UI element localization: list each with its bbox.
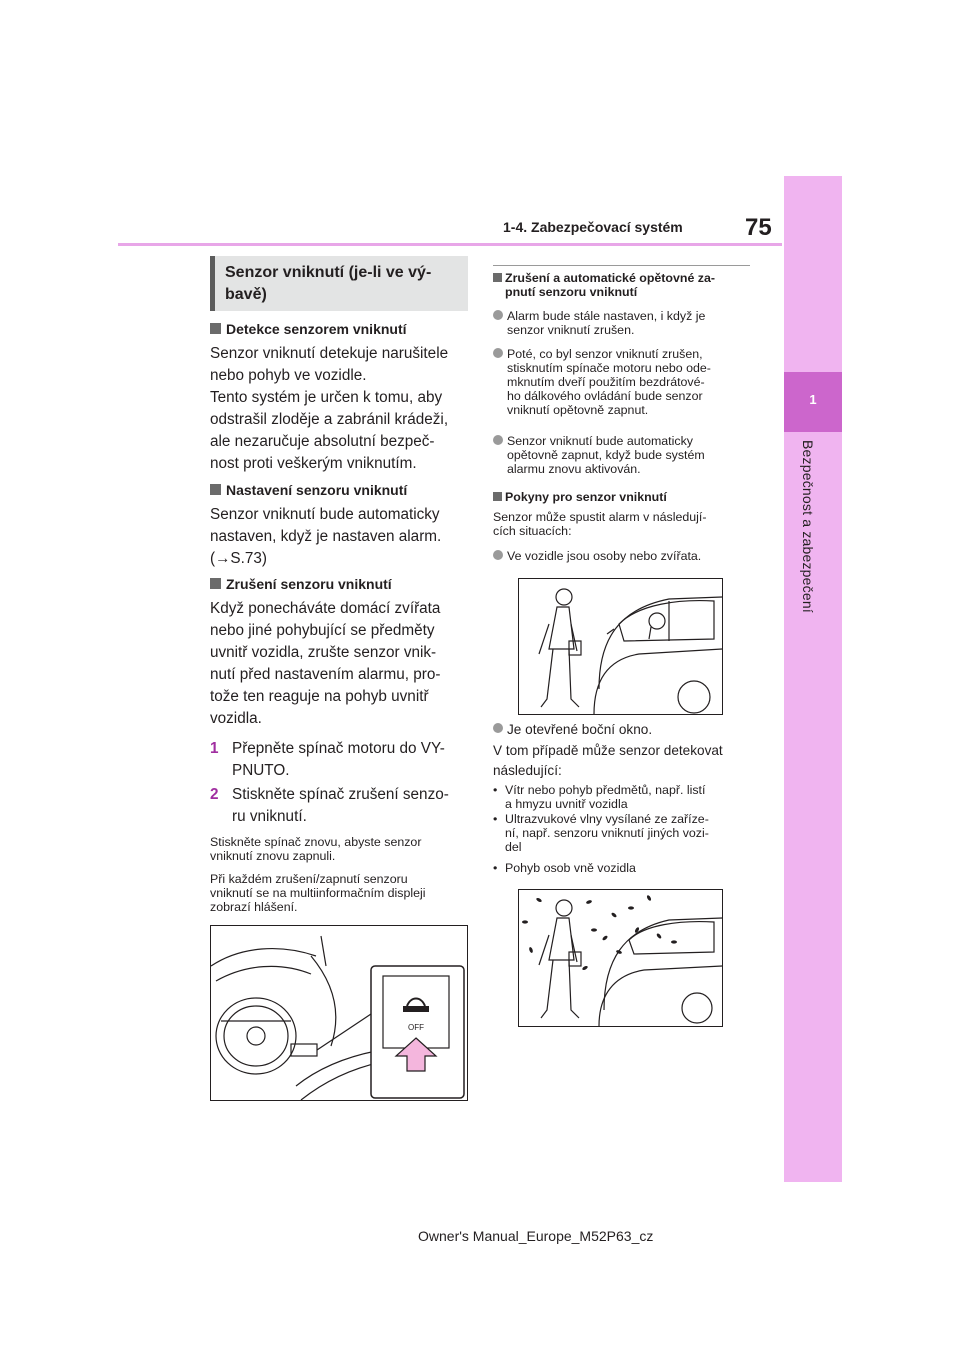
list-bullet: • (493, 783, 498, 797)
list-item-ultrasonic (493, 812, 765, 854)
bullet-dot-icon (493, 723, 503, 733)
text-line: Ultrazvukové vlny vysílané ze zaříze- (505, 812, 709, 826)
text-line: odstrašil zloděje a zabránil krádeži, (210, 411, 449, 428)
section-heading-line1: Senzor vniknutí (je-li ve vý- (225, 264, 432, 281)
paragraph-cancel (210, 598, 468, 730)
switch-label: OFF (408, 1023, 424, 1032)
figure-dashboard-switch (210, 925, 468, 1101)
text-line: Stiskněte spínač znovu, abyste senzor (210, 835, 422, 849)
text-line: Stiskněte spínač zrušení senzo- (232, 786, 449, 803)
text-line: nost proti veškerým vniknutím. (210, 455, 417, 472)
text-line: pnutí senzoru vniknutí (505, 285, 638, 299)
section-title: 1-4. Zabezpečovací systém (503, 219, 683, 235)
list-bullet: • (493, 861, 498, 875)
text-line: Pohyb osob vně vozidla (505, 861, 636, 875)
section-heading (225, 262, 463, 306)
text-line: vniknutí opětovně zapnut. (507, 403, 649, 417)
figure-leaves-car (518, 889, 723, 1027)
heading-text: Pokyny pro senzor vniknutí (505, 490, 667, 504)
leaves-wind-illustration (519, 890, 722, 1026)
text-line: stisknutím spínače motoru nebo ode- (507, 361, 711, 375)
note-reactivate (210, 835, 468, 863)
chapter-number: 1 (809, 392, 817, 407)
text-line: alarmu znovu aktivován. (507, 462, 641, 476)
heading-cancel-text: Zrušení senzoru vniknutí (226, 576, 392, 592)
text-line: Senzor vniknutí bude automaticky (507, 434, 693, 448)
text-line: tože ten reaguje na pohyb uvnitř (210, 688, 429, 705)
square-bullet-icon (493, 492, 502, 501)
text-line (493, 271, 753, 285)
heading-text: Zrušení a automatické opětovné za- (505, 271, 716, 285)
heading-auto-reenable (493, 271, 753, 299)
step-number: 1 (210, 740, 219, 757)
text-line: vniknutí znovu zapnuli. (210, 849, 336, 863)
text-line: Senzor vniknutí bude automaticky (210, 506, 440, 523)
heading-detection-text: Detekce senzorem vniknutí (226, 321, 407, 337)
text-line: senzor vniknutí zrušen. (507, 323, 635, 337)
text-line: vniknutí se na multiinformačním displeji (210, 886, 426, 900)
text-line: mknutím dveří použitím bezdrátové- (507, 375, 705, 389)
text-line: uvnitř vozidla, zrušte senzor vnik- (210, 644, 437, 661)
text-line: Alarm bude stále nastaven, i když je (507, 309, 706, 323)
square-bullet-icon (210, 578, 221, 589)
chapter-label: Bezpečnost a zabezpečení (800, 440, 816, 613)
text-line: ní, např. senzoru vniknutí jiných vozi- (505, 826, 709, 840)
text-line: nutí před nastavením alarmu, pro- (210, 666, 441, 683)
paragraph-situations (493, 510, 753, 538)
text-line: PNUTO. (232, 762, 290, 779)
bullet-side-window (493, 722, 767, 738)
bullet-alarm-still-set (493, 309, 767, 337)
bullet-persons-animals (493, 549, 767, 563)
text-line: a hmyzu uvnitř vozidla (505, 797, 628, 811)
text-line: ru vniknutí. (232, 808, 307, 825)
page-number: 75 (745, 214, 772, 241)
heading-detection (210, 320, 468, 338)
text-line: nebo pohyb ve vozidle. (210, 367, 367, 384)
step-number: 2 (210, 786, 219, 803)
text-line: vozidla. (210, 710, 262, 727)
text-line: Senzor může spustit alarm v následují- (493, 510, 707, 524)
section-title-box (210, 256, 468, 311)
text-line: následující: (493, 763, 562, 778)
text-line: cích situacích: (493, 524, 572, 538)
list-bullet: • (493, 812, 498, 826)
chapter-side-tab (784, 176, 842, 1182)
text-line: nastaven, když je nastaven alarm. (210, 528, 442, 545)
text-line: nebo jiné pohybující se předměty (210, 622, 435, 639)
paragraph-setting (210, 504, 468, 570)
section-heading-line2: bavě) (225, 286, 267, 303)
text-line: Přepněte spínač motoru do VY- (232, 740, 445, 757)
column-rule (493, 265, 750, 266)
heading-setting-text: Nastavení senzoru vniknutí (226, 482, 408, 498)
header-rule (118, 243, 782, 246)
text-line: Je otevřené boční okno. (507, 722, 653, 737)
square-bullet-icon (210, 484, 221, 495)
heading-precautions (493, 490, 753, 504)
text-line: Při každém zrušení/zapnutí senzoru (210, 872, 408, 886)
text-line: ho dálkového ovládání bude senzor (507, 389, 703, 403)
paragraph-purpose (210, 387, 468, 475)
bullet-dot-icon (493, 435, 503, 445)
text-line: del (505, 840, 522, 854)
list-item-wind (493, 783, 765, 811)
text-line: Vítr nebo pohyb předmětů, např. listí (505, 783, 706, 797)
page-reference-link[interactable]: (→S.73) (210, 550, 267, 567)
footer-manual-id: Owner's Manual_Europe_M52P63_cz (418, 1228, 654, 1244)
text-line: Senzor vniknutí detekuje narušitele (210, 345, 449, 362)
square-bullet-icon (210, 323, 221, 334)
text-line: ale nezaručuje absolutní bezpeč- (210, 433, 435, 450)
list-item-people-outside (493, 861, 765, 875)
heading-cancel (210, 575, 468, 593)
note-message (210, 872, 468, 914)
text-line: opětovně zapnut, když bude systém (507, 448, 705, 462)
paragraph-detectable (493, 741, 753, 781)
square-bullet-icon (493, 273, 502, 282)
step-1 (210, 738, 468, 782)
text-line: Tento systém je určen k tomu, aby (210, 389, 443, 406)
bullet-reenable-switch (493, 347, 767, 417)
text-line: Poté, co byl senzor vniknutí zrušen, (507, 347, 703, 361)
person-dog-illustration (519, 579, 722, 714)
bullet-reenable-alarm (493, 434, 767, 476)
step-2 (210, 784, 468, 828)
bullet-dot-icon (493, 550, 503, 560)
bullet-dot-icon (493, 310, 503, 320)
text-line: Když ponecháváte domácí zvířata (210, 600, 441, 617)
text-line: zobrazí hlášení. (210, 900, 298, 914)
figure-person-dog-car (518, 578, 723, 715)
dashboard-illustration (211, 926, 467, 1100)
heading-setting (210, 481, 468, 499)
text-line: Ve vozidle jsou osoby nebo zvířata. (507, 549, 702, 563)
text-line: V tom případě může senzor detekovat (493, 743, 723, 758)
bullet-dot-icon (493, 348, 503, 358)
paragraph-detection (210, 343, 468, 387)
